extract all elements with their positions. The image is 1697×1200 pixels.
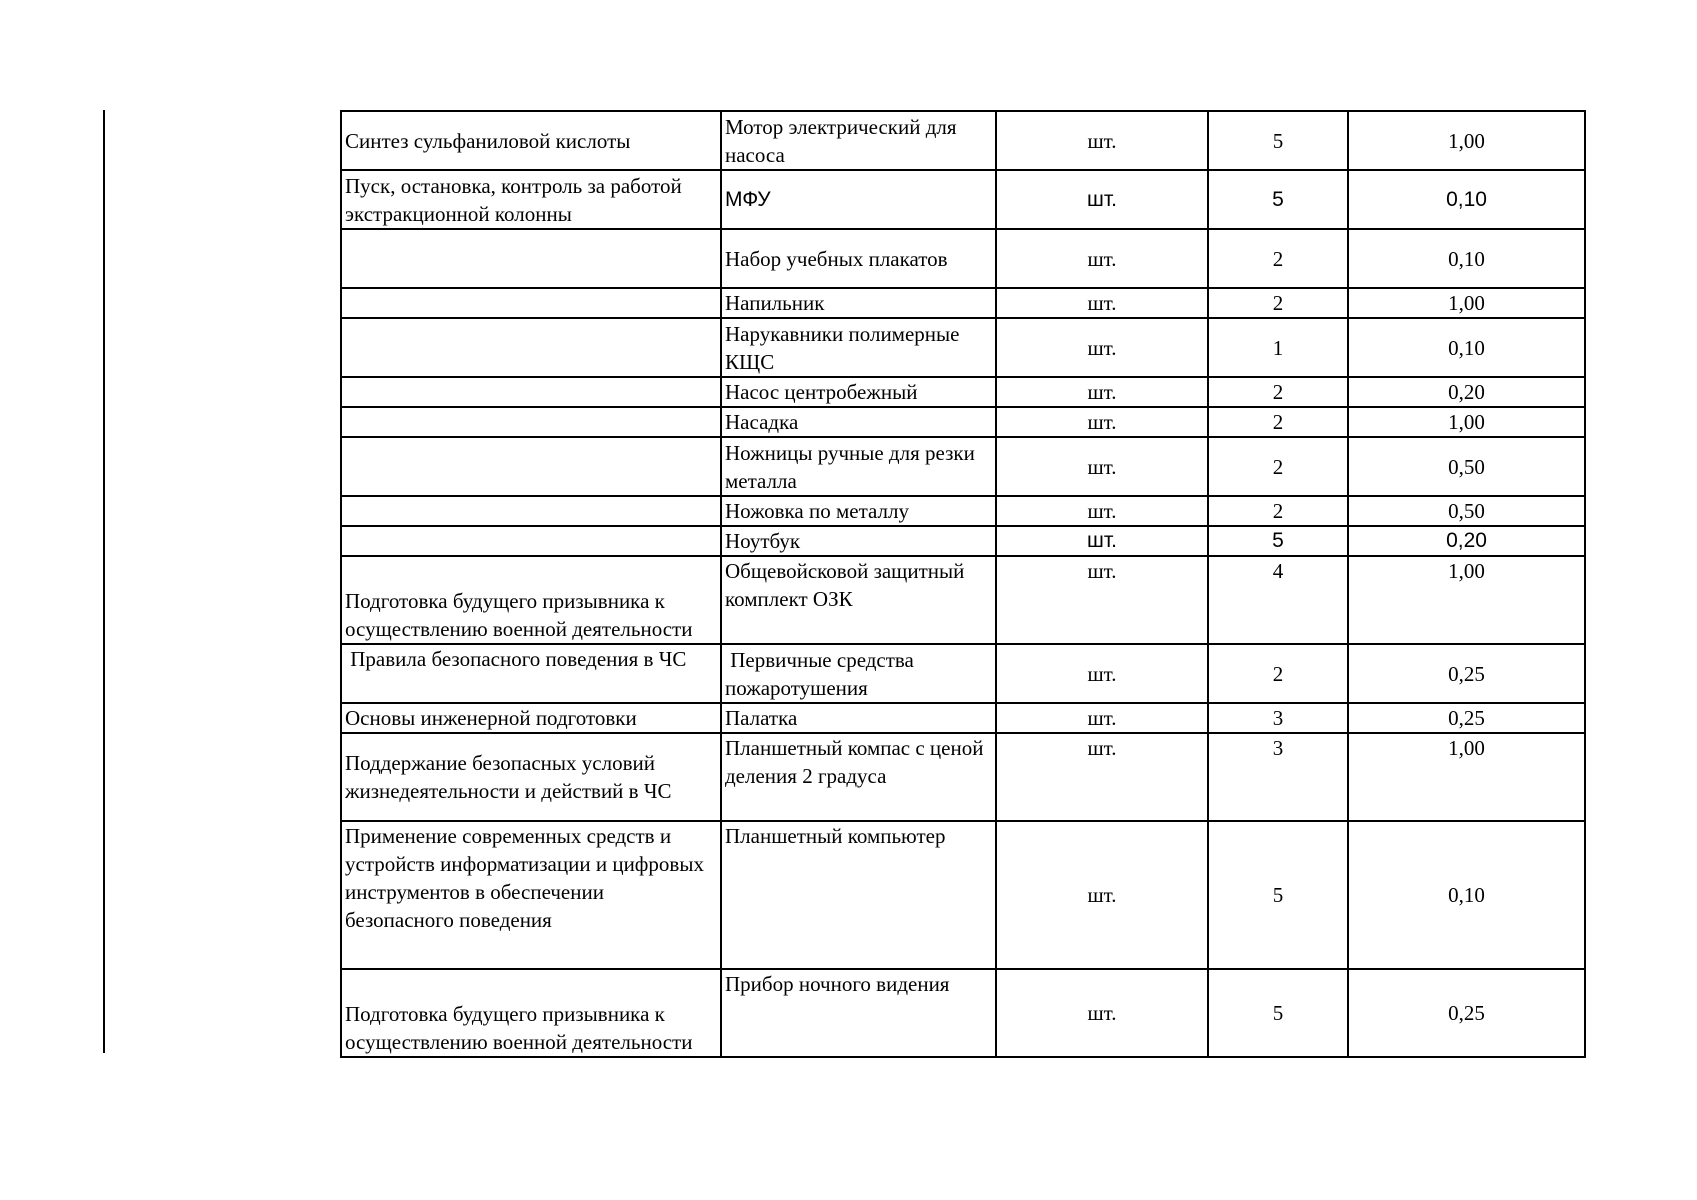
qty-cell: 4 [1208, 556, 1348, 644]
item-cell: Планшетный компас с ценой деления 2 градуса [721, 733, 996, 821]
item-cell: Ножовка по металлу [721, 496, 996, 526]
item-cell: Насадка [721, 407, 996, 437]
item-cell: Напильник [721, 288, 996, 318]
rate-cell: 0,50 [1348, 437, 1585, 496]
unit-cell: шт. [996, 526, 1208, 556]
table-row [341, 969, 1585, 1057]
table-row [341, 644, 1585, 703]
rate-cell: 0,10 [1348, 821, 1585, 969]
qty-cell: 2 [1208, 288, 1348, 318]
item-cell: Планшетный компьютер [721, 821, 996, 969]
topic-cell: Синтез сульфаниловой кислоты [341, 111, 721, 170]
qty-cell: 2 [1208, 496, 1348, 526]
rate-cell: 1,00 [1348, 556, 1585, 644]
qty-cell: 5 [1208, 170, 1348, 229]
item-cell: МФУ [721, 170, 996, 229]
unit-cell: шт. [996, 229, 1208, 288]
topic-cell [341, 229, 721, 288]
unit-cell: шт. [996, 733, 1208, 821]
unit-cell: шт. [996, 111, 1208, 170]
qty-cell: 1 [1208, 318, 1348, 377]
rate-cell: 0,10 [1348, 229, 1585, 288]
topic-cell [341, 318, 721, 377]
table-row [341, 377, 1585, 407]
qty-cell: 2 [1208, 377, 1348, 407]
qty-cell: 5 [1208, 111, 1348, 170]
rate-cell: 0,25 [1348, 969, 1585, 1057]
table-row [341, 288, 1585, 318]
topic-cell: Применение современных средств и устройств информатизации и цифровых инструментов в обеспечении безопасного поведения [341, 821, 721, 969]
topic-cell [341, 377, 721, 407]
table-row [341, 437, 1585, 496]
rate-cell: 0,50 [1348, 496, 1585, 526]
rate-cell: 0,10 [1348, 170, 1585, 229]
topic-cell: Подготовка будущего призывника к осуществлению военной деятельности [341, 556, 721, 644]
equipment-table [340, 110, 1586, 1058]
table-row [341, 556, 1585, 644]
rate-cell: 1,00 [1348, 733, 1585, 821]
item-cell: Прибор ночного видения [721, 969, 996, 1057]
table-row [341, 170, 1585, 229]
topic-cell [341, 407, 721, 437]
topic-cell [341, 288, 721, 318]
item-cell: Набор учебных плакатов [721, 229, 996, 288]
table-row [341, 407, 1585, 437]
table-row [341, 733, 1585, 821]
topic-cell: Подготовка будущего призывника к осуществлению военной деятельности [341, 969, 721, 1057]
rate-cell: 0,25 [1348, 703, 1585, 733]
unit-cell: шт. [996, 969, 1208, 1057]
item-cell: Нарукавники полимерные КЩС [721, 318, 996, 377]
qty-cell: 5 [1208, 821, 1348, 969]
item-cell: Ноутбук [721, 526, 996, 556]
unit-cell: шт. [996, 407, 1208, 437]
qty-cell: 3 [1208, 703, 1348, 733]
rate-cell: 1,00 [1348, 407, 1585, 437]
topic-cell: Правила безопасного поведения в ЧС [341, 644, 721, 703]
table-row [341, 821, 1585, 969]
table-row [341, 526, 1585, 556]
topic-cell [341, 437, 721, 496]
item-cell: Ножницы ручные для резки металла [721, 437, 996, 496]
qty-cell: 5 [1208, 526, 1348, 556]
qty-cell: 2 [1208, 437, 1348, 496]
table-row [341, 111, 1585, 170]
table-row [341, 318, 1585, 377]
rate-cell: 0,25 [1348, 644, 1585, 703]
qty-cell: 2 [1208, 229, 1348, 288]
unit-cell: шт. [996, 556, 1208, 644]
rate-cell: 1,00 [1348, 288, 1585, 318]
topic-cell: Основы инженерной подготовки [341, 703, 721, 733]
rate-cell: 1,00 [1348, 111, 1585, 170]
unit-cell: шт. [996, 821, 1208, 969]
qty-cell: 2 [1208, 407, 1348, 437]
item-cell: Насос центробежный [721, 377, 996, 407]
qty-cell: 2 [1208, 644, 1348, 703]
unit-cell: шт. [996, 644, 1208, 703]
rate-cell: 0,20 [1348, 377, 1585, 407]
unit-cell: шт. [996, 496, 1208, 526]
unit-cell: шт. [996, 703, 1208, 733]
topic-cell [341, 526, 721, 556]
topic-cell: Поддержание безопасных условий жизнедеятельности и действий в ЧС [341, 733, 721, 821]
unit-cell: шт. [996, 318, 1208, 377]
unit-cell: шт. [996, 377, 1208, 407]
unit-cell: шт. [996, 437, 1208, 496]
table-row [341, 703, 1585, 733]
topic-cell: Пуск, остановка, контроль за работой экстракционной колонны [341, 170, 721, 229]
item-cell: Общевойсковой защитный комплект ОЗК [721, 556, 996, 644]
unit-cell: шт. [996, 288, 1208, 318]
qty-cell: 3 [1208, 733, 1348, 821]
item-cell: Первичные средства пожаротушения [721, 644, 996, 703]
qty-cell: 5 [1208, 969, 1348, 1057]
table-row [341, 496, 1585, 526]
item-cell: Мотор электрический для насоса [721, 111, 996, 170]
unit-cell: шт. [996, 170, 1208, 229]
rate-cell: 0,20 [1348, 526, 1585, 556]
rate-cell: 0,10 [1348, 318, 1585, 377]
topic-cell [341, 496, 721, 526]
left-margin-rule [103, 110, 105, 1053]
item-cell: Палатка [721, 703, 996, 733]
table-row [341, 229, 1585, 288]
